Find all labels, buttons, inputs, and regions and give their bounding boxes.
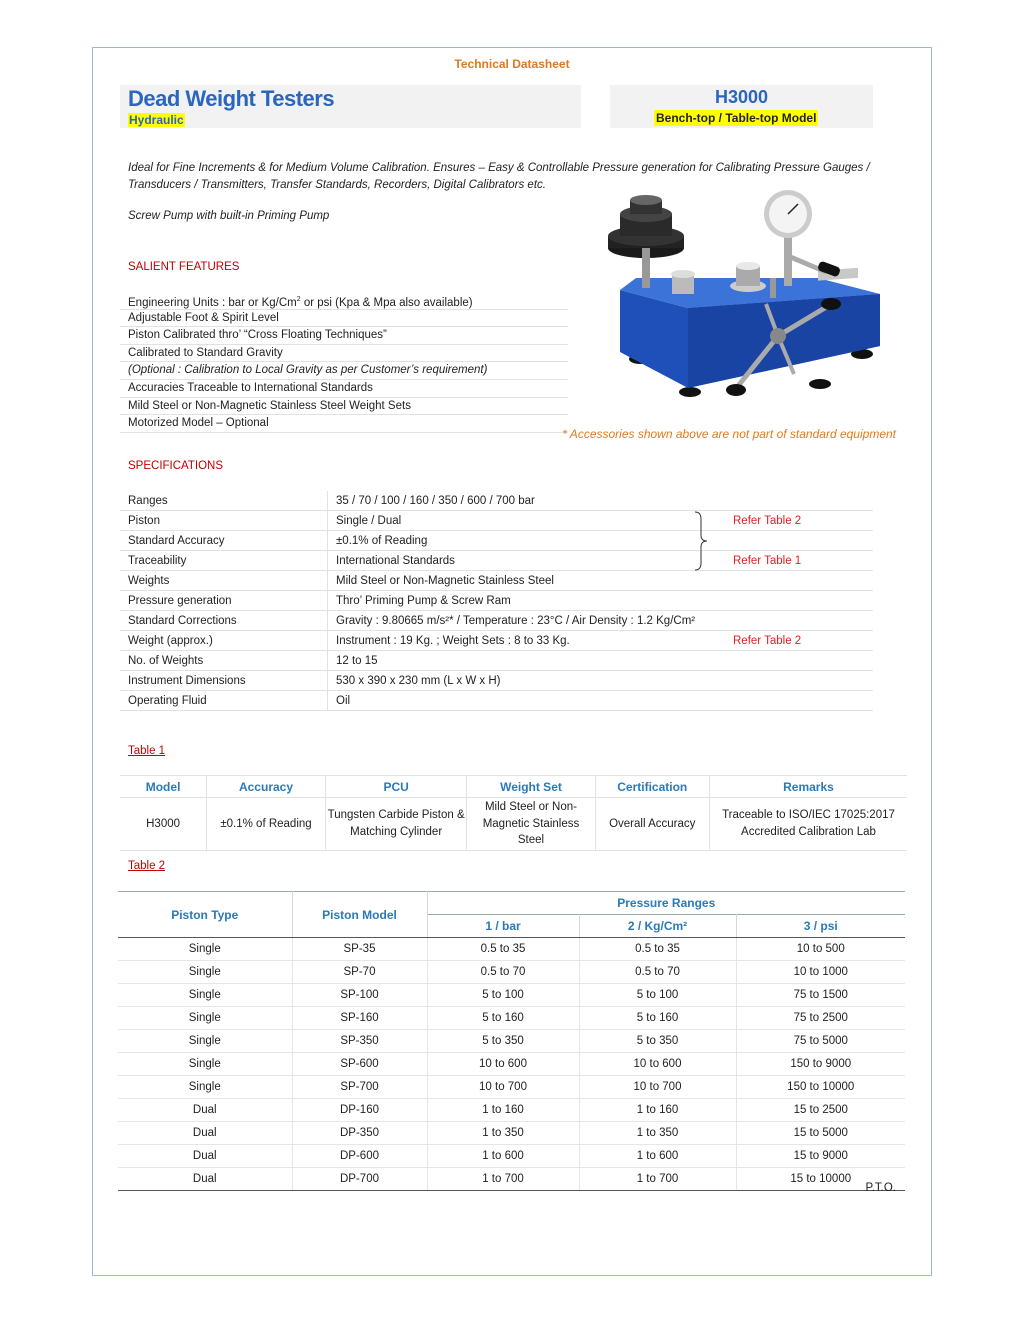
header-bar: 1 / bar xyxy=(427,915,579,938)
table1-title[interactable]: Table 1 xyxy=(128,745,166,757)
spec-label: Operating Fluid xyxy=(120,691,328,711)
table2-cell: 10 to 600 xyxy=(427,1053,579,1076)
feature-text: Adjustable Foot & Spirit Level xyxy=(128,311,279,324)
table2-cell: 0.5 to 70 xyxy=(579,961,736,984)
feature-text-tail: or psi (Kpa & Mpa also available) xyxy=(300,296,473,309)
feature-text: Engineering Units : bar or Kg/Cm xyxy=(128,296,297,309)
spec-ref xyxy=(725,531,873,551)
table2-cell: Dual xyxy=(118,1168,292,1191)
feature-text: Mild Steel or Non-Magnetic Stainless Steel Weight Sets xyxy=(128,399,411,412)
table2-cell: 75 to 2500 xyxy=(736,1007,905,1030)
spec-ref xyxy=(725,671,873,691)
table2-cell: Single xyxy=(118,1076,292,1099)
table2-cell: SP-160 xyxy=(292,1007,427,1030)
feature-superscript: 2 xyxy=(296,296,301,303)
table2-cell: 0.5 to 35 xyxy=(579,938,736,961)
pump-text: Screw Pump with built-in Priming Pump xyxy=(128,210,330,222)
table2-cell: 0.5 to 70 xyxy=(427,961,579,984)
table1-header: Remarks xyxy=(709,776,907,798)
table2-cell: 1 to 600 xyxy=(579,1145,736,1168)
table2-cell: Dual xyxy=(118,1145,292,1168)
table2-cell: 15 to 2500 xyxy=(736,1099,905,1122)
table2-cell: 5 to 100 xyxy=(427,984,579,1007)
table2-cell: SP-35 xyxy=(292,938,427,961)
model-code: H3000 xyxy=(714,87,769,107)
table-row xyxy=(118,1122,905,1145)
spec-ref: Refer Table 2 xyxy=(725,631,873,651)
table1-header: Accuracy xyxy=(207,776,326,798)
table2-cell: 15 to 10000 xyxy=(736,1168,905,1191)
spec-value: ±0.1% of Reading xyxy=(328,531,726,551)
table1-header: Model xyxy=(120,776,207,798)
table2-cell: Dual xyxy=(118,1099,292,1122)
table2-title[interactable]: Table 2 xyxy=(128,860,166,872)
spec-ref: Refer Table 1 xyxy=(725,551,873,571)
spec-label: Standard Corrections xyxy=(120,611,328,631)
accessories-note: * Accessories shown above are not part of standard equipment xyxy=(562,427,896,441)
table1-cell: Mild Steel or Non-Magnetic Stainless Steel xyxy=(467,798,595,851)
table2-cell: Single xyxy=(118,984,292,1007)
table2-cell: 1 to 700 xyxy=(579,1168,736,1191)
feature-text: (Optional : Calibration to Local Gravity as per Customer’s requirement) xyxy=(128,364,488,377)
feature-text: Accuracies Traceable to International Standards xyxy=(128,381,373,394)
specifications-table xyxy=(120,491,873,711)
table1-header: PCU xyxy=(325,776,467,798)
spec-value: Mild Steel or Non-Magnetic Stainless Steel xyxy=(328,571,726,591)
table2-cell: 5 to 100 xyxy=(579,984,736,1007)
spec-label: Ranges xyxy=(120,491,328,511)
spec-label: Pressure generation xyxy=(120,591,328,611)
spec-value: Instrument : 19 Kg. ; Weight Sets : 8 to 33 Kg. xyxy=(328,631,726,651)
pto-text: P.T.O. xyxy=(865,1182,896,1194)
brace-icon xyxy=(694,511,708,571)
feature-item xyxy=(120,380,568,398)
table-row xyxy=(118,1168,905,1191)
table2-cell: 15 to 9000 xyxy=(736,1145,905,1168)
feature-text: Motorized Model – Optional xyxy=(128,417,269,430)
features-heading: SALIENT FEATURES xyxy=(128,261,240,273)
feature-text: Calibrated to Standard Gravity xyxy=(128,346,283,359)
table2-cell: 1 to 350 xyxy=(427,1122,579,1145)
table2-cell: Single xyxy=(118,1030,292,1053)
spec-row xyxy=(120,511,873,531)
table1-header: Weight Set xyxy=(467,776,595,798)
spec-row xyxy=(120,591,873,611)
page-title: Dead Weight Testers xyxy=(128,86,335,111)
spec-value: Single / Dual xyxy=(328,511,726,531)
header-kgcm2: 2 / Kg/Cm² xyxy=(579,915,736,938)
spec-label: Traceability xyxy=(120,551,328,571)
table2-cell: 0.5 to 35 xyxy=(427,938,579,961)
feature-item xyxy=(120,362,568,380)
spec-row xyxy=(120,671,873,691)
spec-row xyxy=(120,551,873,571)
table2-cell: 10 to 500 xyxy=(736,938,905,961)
header-psi: 3 / psi xyxy=(736,915,905,938)
spec-row xyxy=(120,691,873,711)
spec-ref xyxy=(725,491,873,511)
doc-label: Technical Datasheet xyxy=(454,57,570,71)
table1-header: Certification xyxy=(595,776,709,798)
feature-item xyxy=(120,345,568,363)
table-row xyxy=(118,938,905,961)
spec-value: Oil xyxy=(328,691,726,711)
table2-cell: SP-600 xyxy=(292,1053,427,1076)
spec-label: Instrument Dimensions xyxy=(120,671,328,691)
intro-text: Ideal for Fine Increments & for Medium Volume Calibration. Ensures – Easy & Controllable Pressure generation for Calibrating Pressure Gauges / Transducers / Transmitters, Transfer Standards, Recorders, Digital Calibrators etc. xyxy=(128,162,870,191)
spec-label: Weight (approx.) xyxy=(120,631,328,651)
table-row xyxy=(118,1007,905,1030)
table2-cell: DP-600 xyxy=(292,1145,427,1168)
table-row xyxy=(118,1076,905,1099)
feature-text: Piston Calibrated thro’ “Cross Floating Techniques” xyxy=(128,329,387,342)
table2-cell: 5 to 350 xyxy=(427,1030,579,1053)
table2-cell: 15 to 5000 xyxy=(736,1122,905,1145)
table2-cell: 75 to 5000 xyxy=(736,1030,905,1053)
table-row xyxy=(118,1145,905,1168)
spec-row xyxy=(120,651,873,671)
instrument-image xyxy=(598,186,898,416)
table-1 xyxy=(120,775,907,851)
specs-heading: SPECIFICATIONS xyxy=(128,460,223,472)
table2-cell: DP-160 xyxy=(292,1099,427,1122)
table-row xyxy=(118,1099,905,1122)
spec-value: Gravity : 9.80665 m/s²* / Temperature : 23°C / Air Density : 1.2 Kg/Cm² xyxy=(328,611,726,631)
page-subtitle: Hydraulic xyxy=(129,113,184,127)
table2-cell: Single xyxy=(118,1007,292,1030)
table2-cell: SP-70 xyxy=(292,961,427,984)
spec-ref xyxy=(725,651,873,671)
spec-ref xyxy=(725,611,873,631)
table-row xyxy=(118,961,905,984)
table-2 xyxy=(118,891,905,1191)
spec-label: No. of Weights xyxy=(120,651,328,671)
table2-cell: 1 to 350 xyxy=(579,1122,736,1145)
table2-cell: 75 to 1500 xyxy=(736,984,905,1007)
spec-label: Piston xyxy=(120,511,328,531)
features-list xyxy=(120,292,568,433)
table2-cell: SP-350 xyxy=(292,1030,427,1053)
table1-cell: Traceable to ISO/IEC 17025:2017 Accredited Calibration Lab xyxy=(709,798,907,851)
table2-cell: 10 to 600 xyxy=(579,1053,736,1076)
spec-label: Standard Accuracy xyxy=(120,531,328,551)
table2-cell: 5 to 160 xyxy=(427,1007,579,1030)
table2-cell: SP-100 xyxy=(292,984,427,1007)
table2-cell: Single xyxy=(118,1053,292,1076)
feature-item xyxy=(120,310,568,328)
table2-cell: 10 to 700 xyxy=(427,1076,579,1099)
table2-cell: 1 to 700 xyxy=(427,1168,579,1191)
header-pressure-ranges: Pressure Ranges xyxy=(427,892,905,915)
spec-value: 12 to 15 xyxy=(328,651,726,671)
spec-ref xyxy=(725,691,873,711)
table2-cell: 10 to 700 xyxy=(579,1076,736,1099)
spec-row xyxy=(120,631,873,651)
feature-item xyxy=(120,292,568,310)
spec-row xyxy=(120,571,873,591)
spec-value: International Standards xyxy=(328,551,726,571)
table-row xyxy=(118,984,905,1007)
header-piston-model: Piston Model xyxy=(292,892,427,938)
spec-row xyxy=(120,531,873,551)
spec-value: 530 x 390 x 230 mm (L x W x H) xyxy=(328,671,726,691)
table2-cell: 150 to 9000 xyxy=(736,1053,905,1076)
table2-cell: SP-700 xyxy=(292,1076,427,1099)
table2-cell: 150 to 10000 xyxy=(736,1076,905,1099)
table2-cell: 1 to 160 xyxy=(427,1099,579,1122)
header-piston-type: Piston Type xyxy=(118,892,292,938)
table2-cell: DP-700 xyxy=(292,1168,427,1191)
table2-cell: 1 to 600 xyxy=(427,1145,579,1168)
spec-label: Weights xyxy=(120,571,328,591)
spec-ref xyxy=(725,571,873,591)
spec-ref: Refer Table 2 xyxy=(725,511,873,531)
table2-cell: 1 to 160 xyxy=(579,1099,736,1122)
table2-cell: 10 to 1000 xyxy=(736,961,905,984)
table2-cell: Single xyxy=(118,938,292,961)
table2-cell: Single xyxy=(118,961,292,984)
feature-item xyxy=(120,398,568,416)
table2-cell: 5 to 160 xyxy=(579,1007,736,1030)
table-row xyxy=(118,1030,905,1053)
table1-cell: ±0.1% of Reading xyxy=(207,798,326,851)
spec-row xyxy=(120,611,873,631)
table1-cell: Tungsten Carbide Piston & Matching Cylinder xyxy=(325,798,467,851)
table2-cell: DP-350 xyxy=(292,1122,427,1145)
spec-value: 35 / 70 / 100 / 160 / 350 / 600 / 700 bar xyxy=(328,491,726,511)
spec-row xyxy=(120,491,873,511)
spec-value: Thro’ Priming Pump & Screw Ram xyxy=(328,591,726,611)
table1-cell: Overall Accuracy xyxy=(595,798,709,851)
model-subtitle: Bench-top / Table-top Model xyxy=(656,111,817,125)
spec-ref xyxy=(725,591,873,611)
table2-cell: 5 to 350 xyxy=(579,1030,736,1053)
table2-cell: Dual xyxy=(118,1122,292,1145)
table1-cell: H3000 xyxy=(120,798,207,851)
table-row xyxy=(118,1053,905,1076)
feature-item xyxy=(120,327,568,345)
